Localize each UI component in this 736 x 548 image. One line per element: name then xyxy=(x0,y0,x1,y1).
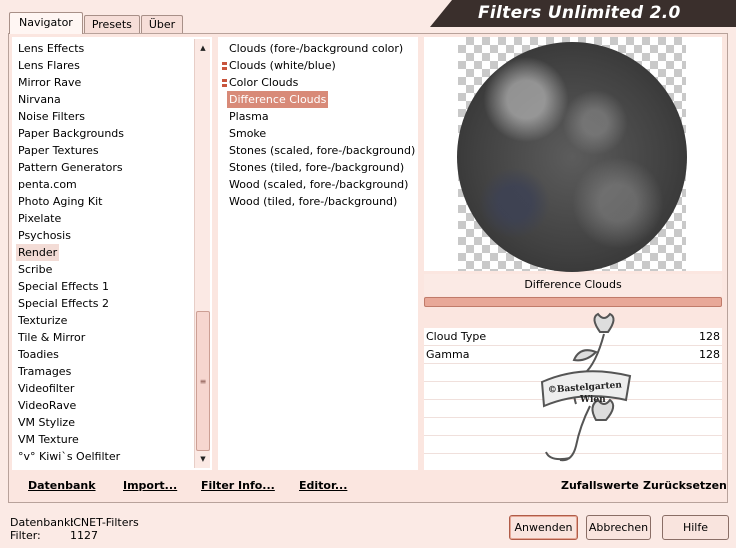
preview-pane xyxy=(424,37,722,271)
filter-item[interactable]: Stones (tiled, fore-/background) xyxy=(229,161,405,174)
filter-item[interactable]: Wood (tiled, fore-/background) xyxy=(229,195,398,208)
apply-button[interactable]: Anwenden xyxy=(509,515,578,540)
category-item[interactable]: Noise Filters xyxy=(18,110,85,123)
param-name: Gamma xyxy=(426,348,470,361)
scroll-up-arrow-icon[interactable]: ▲ xyxy=(200,44,206,52)
category-item[interactable]: penta.com xyxy=(18,178,77,191)
help-button[interactable]: Hilfe xyxy=(662,515,729,540)
editor-button[interactable]: Editor... xyxy=(299,479,348,492)
category-item[interactable]: Pattern Generators xyxy=(18,161,123,174)
status-filter-value: 1127 xyxy=(70,529,98,542)
category-item[interactable]: Videofilter xyxy=(18,382,75,395)
param-value: 128 xyxy=(699,330,720,343)
category-item[interactable]: Psychosis xyxy=(18,229,71,242)
tab-bar xyxy=(9,12,184,34)
status-database xyxy=(10,516,139,529)
filter-item[interactable]: Difference Clouds xyxy=(229,93,327,106)
filter-marker-icon xyxy=(222,60,227,71)
param-name: Cloud Type xyxy=(426,330,487,343)
filter-item[interactable]: Stones (scaled, fore-/background) xyxy=(229,144,416,157)
category-item[interactable]: Lens Effects xyxy=(18,42,85,55)
status-database-value: ICNET-Filters xyxy=(70,516,139,529)
category-item[interactable]: Scribe xyxy=(18,263,53,276)
category-item[interactable]: Special Effects 1 xyxy=(18,280,110,293)
scroll-thumb[interactable]: ≡ xyxy=(196,311,210,451)
filter-item[interactable]: Clouds (white/blue) xyxy=(229,59,336,72)
filter-item[interactable]: Smoke xyxy=(229,127,267,140)
category-item[interactable]: °v° Kiwi`s Oelfilter xyxy=(18,450,121,463)
filter-item[interactable]: Plasma xyxy=(229,110,269,123)
filter-item[interactable]: Color Clouds xyxy=(229,76,299,89)
logo-text-line1: ©Bastelgarten xyxy=(547,380,623,396)
tab-presets[interactable]: Presets xyxy=(84,15,140,34)
param-value: 128 xyxy=(699,348,720,361)
filter-item[interactable]: Wood (scaled, fore-/background) xyxy=(229,178,409,191)
filter-marker-icon xyxy=(222,77,227,88)
category-item[interactable]: VideoRave xyxy=(18,399,77,412)
category-item[interactable]: Lens Flares xyxy=(18,59,80,72)
category-item[interactable]: Render xyxy=(18,246,58,259)
preview-filter-name: Difference Clouds xyxy=(424,274,722,296)
reset-button[interactable]: Zurücksetzen xyxy=(643,479,727,492)
category-item[interactable]: VM Stylize xyxy=(18,416,75,429)
preview-slider[interactable] xyxy=(424,297,722,307)
category-item[interactable]: Pixelate xyxy=(18,212,62,225)
filter-list[interactable] xyxy=(218,37,418,470)
status-database-label: Datenbank: xyxy=(10,516,75,529)
status-filter xyxy=(10,529,98,542)
category-item[interactable]: Texturize xyxy=(18,314,68,327)
tab-ueber[interactable]: Über xyxy=(141,15,183,34)
category-item[interactable]: Paper Backgrounds xyxy=(18,127,125,140)
app-title: Filters Unlimited 2.0 xyxy=(478,3,681,23)
preview-image xyxy=(457,42,687,272)
datenbank-button[interactable]: Datenbank xyxy=(28,479,96,492)
category-item[interactable]: Toadies xyxy=(18,348,59,361)
category-item[interactable]: Special Effects 2 xyxy=(18,297,110,310)
category-scrollbar[interactable] xyxy=(194,39,210,468)
category-item[interactable]: Photo Aging Kit xyxy=(18,195,103,208)
filter-info-button[interactable]: Filter Info... xyxy=(201,479,275,492)
cancel-button[interactable]: Abbrechen xyxy=(586,515,651,540)
category-item[interactable]: Paper Textures xyxy=(18,144,99,157)
import-button[interactable]: Import... xyxy=(123,479,178,492)
filter-item[interactable]: Clouds (fore-/background color) xyxy=(229,42,404,55)
logo-text-line2: Wien xyxy=(580,395,606,405)
category-item[interactable]: VM Texture xyxy=(18,433,79,446)
tab-navigator[interactable]: Navigator xyxy=(9,12,83,34)
category-item[interactable]: Tramages xyxy=(18,365,72,378)
randomize-button[interactable]: Zufallswerte xyxy=(561,479,639,492)
watermark-logo xyxy=(530,312,640,470)
category-item[interactable]: Tile & Mirror xyxy=(18,331,86,344)
category-list[interactable] xyxy=(12,37,212,470)
category-item[interactable]: Nirvana xyxy=(18,93,61,106)
scroll-down-arrow-icon[interactable]: ▼ xyxy=(200,455,206,463)
category-item[interactable]: Mirror Rave xyxy=(18,76,82,89)
status-filter-label: Filter: xyxy=(10,529,41,542)
